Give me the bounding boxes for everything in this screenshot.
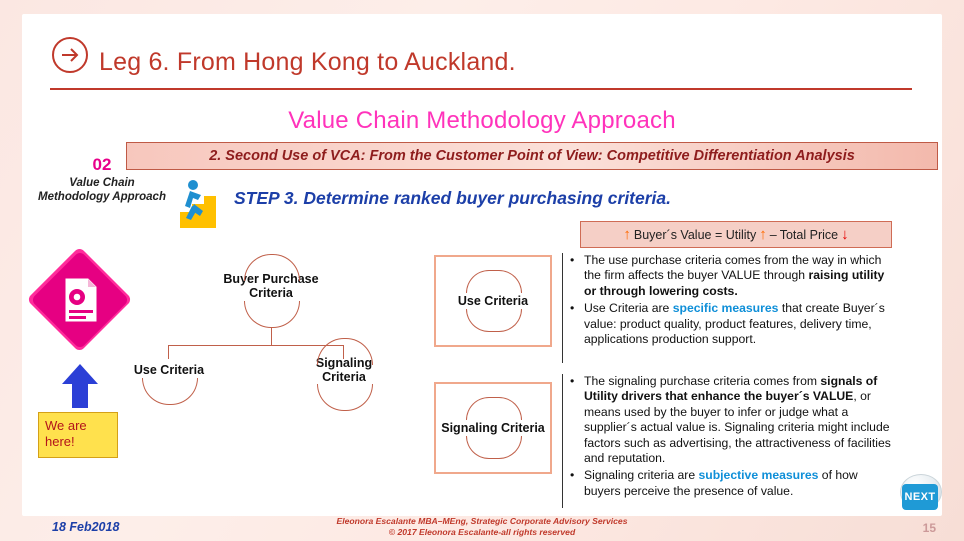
signaling-criteria-box [434,382,552,474]
banner [126,142,938,170]
footer-credit-line-1: Eleonora Escalante MBA–MEng, Strategic Corporate Advisory Services [336,516,628,526]
we-are-here-callout: We are here! [38,412,118,458]
use-criteria-box [434,255,552,347]
use-criteria-label: Use Criteria [457,294,529,308]
sidebar-label: Value Chain Methodology Approach [38,177,166,203]
criteria-tree [133,258,440,408]
arc-bottom-icon [466,436,522,459]
page-number: 15 [922,521,936,535]
formula-minus: – [769,227,777,242]
section-title: Value Chain Methodology Approach [288,107,676,134]
document-gear-icon [60,277,102,323]
up-arrow-icon-2: ↑ [759,226,767,243]
footer-date: 18 Feb2018 [52,520,120,534]
tree-connector-horizontal [168,345,344,346]
arc-bottom-icon [466,309,522,332]
up-arrow-icon [60,362,100,410]
tree-child-signaling-criteria: Signaling Criteria [315,356,373,384]
tree-child-arc-top-right [317,338,373,365]
up-arrow-icon-1: ↑ [623,226,631,243]
diamond-badge [27,247,133,353]
list-item: • The use purchase criteria comes from the way in which the firm affects the buyer VALUE through raising utility or through lowering costs. [568,253,894,299]
circle-arrow-right-icon [52,37,88,73]
footer-credit-line-2: © 2017 Eleonora Escalante-all rights reserved [388,527,576,537]
footer-credit [0,516,964,538]
tree-child-arc-left [142,378,198,405]
step-title: STEP 3. Determine ranked buyer purchasing criteria. [234,188,672,208]
formula-box [580,221,892,248]
tree-child-arc-right [317,384,373,411]
next-button[interactable] [898,474,942,518]
tree-root-arc-bottom [244,301,300,328]
tree-root-arc-top [244,254,300,281]
next-button-label[interactable]: NEXT [902,484,938,510]
use-criteria-bullets [568,253,894,349]
header-divider [50,88,912,90]
tree-connector-vertical [271,327,272,345]
list-item: • Signaling criteria are subjective measures of how buyers perceive the presence of value. [568,468,894,499]
tree-root-label: Buyer Purchase Criteria [223,272,319,300]
signaling-criteria-divider [562,374,563,508]
down-arrow-icon: ↓ [841,226,849,243]
sidebar-number: 02 [92,155,112,174]
page-title: Leg 6. From Hong Kong to Auckland. [99,48,516,76]
tree-connector-left [168,345,169,359]
running-person-icon [176,178,224,230]
list-item: • The signaling purchase criteria comes from signals of Utility drivers that enhance the buyer´s VALUE, or means used by the buyer to infer or judge what a supplier´s actual value is. Signaling criteria might include factors such as advertising, the attractiveness of facilities and reputation. [568,374,894,466]
arc-top-icon [466,270,522,293]
formula-label: Buyer´s Value = Utility [633,227,757,242]
arc-top-icon [466,397,522,420]
signaling-criteria-label: Signaling Criteria [441,421,545,435]
use-criteria-divider [562,253,563,363]
banner-text: 2. Second Use of VCA: From the Customer Point of View: Competitive Differentiation Analysis [209,148,855,164]
signaling-criteria-bullets [568,374,894,501]
tree-child-use-criteria: Use Criteria [133,363,205,377]
formula-total-price: Total Price [779,227,839,242]
list-item: • Use Criteria are specific measures that create Buyer´s value: product quality, product features, delivery time, applications production support. [568,301,894,347]
